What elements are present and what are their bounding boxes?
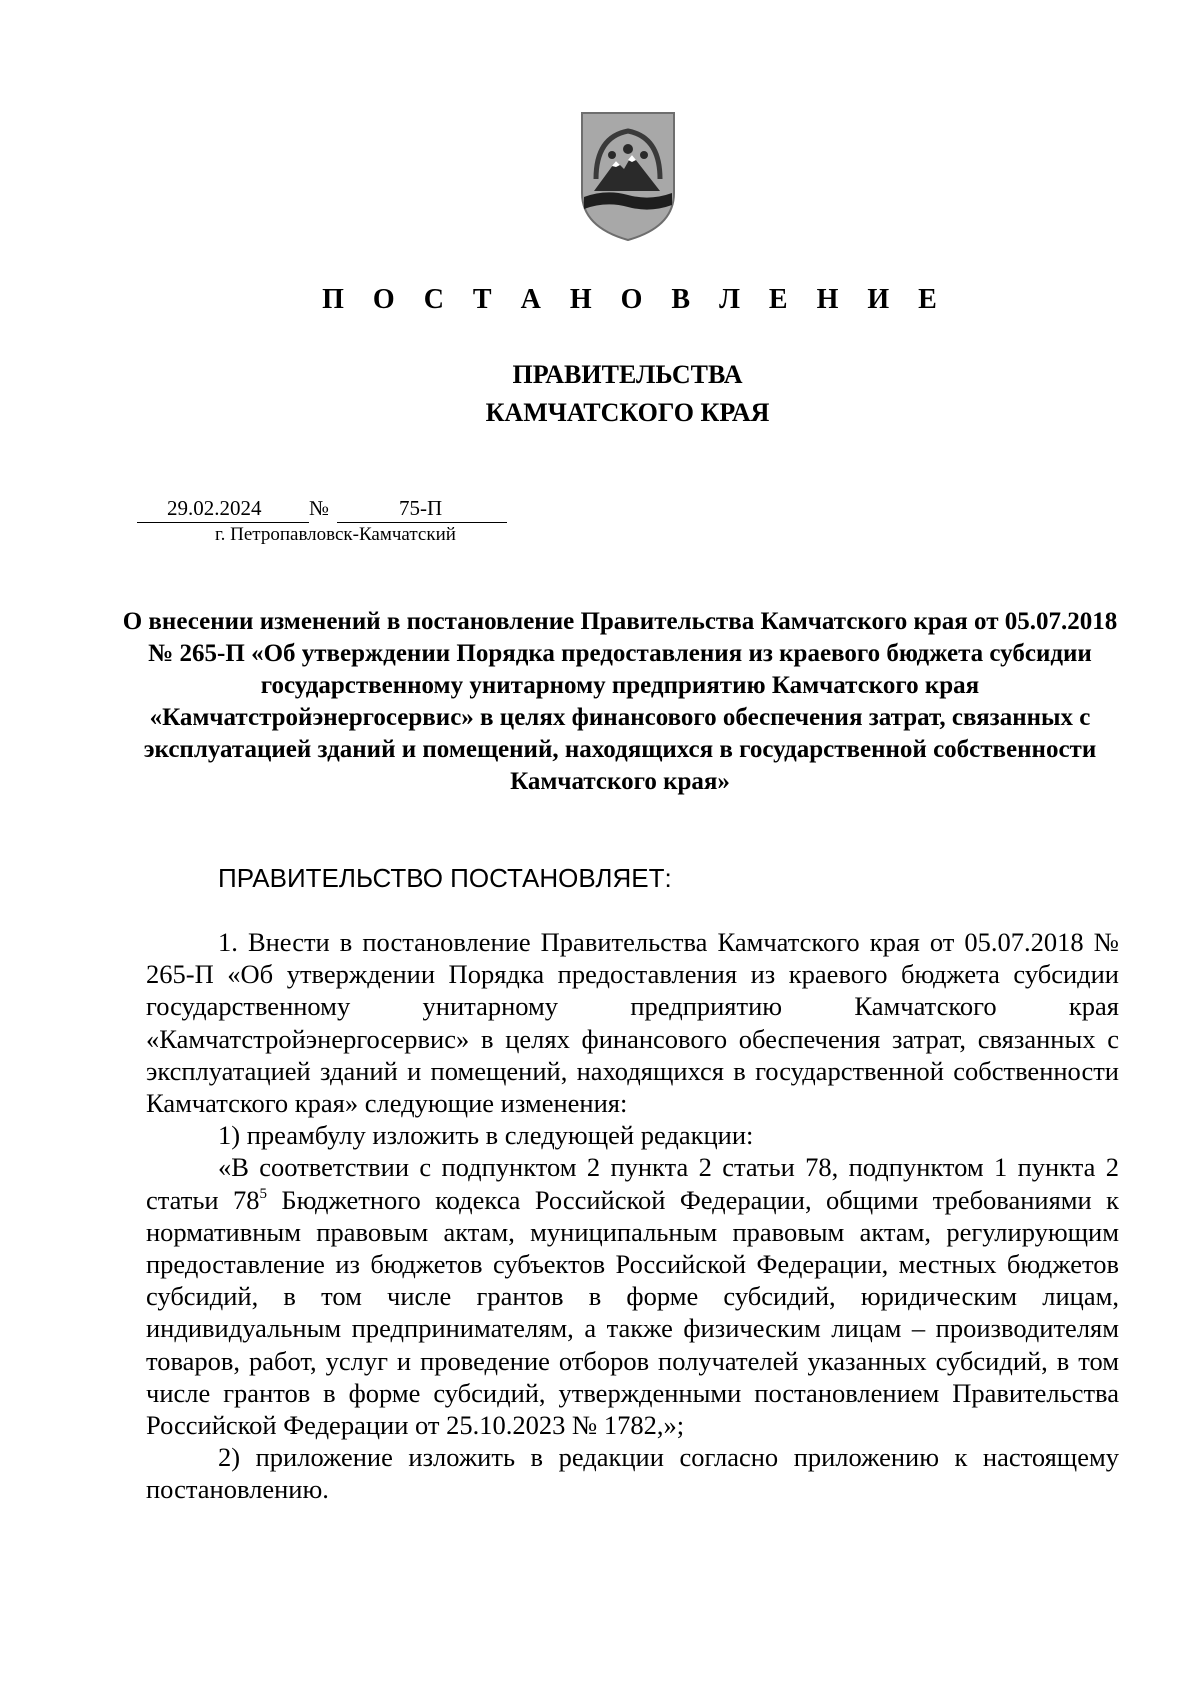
number-underline (337, 494, 507, 523)
city-line: г. Петропавловск-Камчатский (215, 524, 456, 545)
date-underline (137, 494, 309, 523)
document-title: О внесении изменений в постановление Правительства Камчатского края от 05.07.2018 № 265-П «Об утверждении Порядка предоставления из краевого бюджета субсидии государственному унитарному предприятию Камчатского края «Камчатстройэнергосервис» в целях финансового обеспечения затрат, связанных с эксплуатацией зданий и помещений, находящихся в государственной собственности Камчатского края» (122, 608, 1118, 795)
sub-item-2: 2) приложение изложить в редакции согласно приложению к настоящему постановлению. (146, 1442, 1119, 1505)
sub-item-1: 1) преамбулу изложить в следующей редакции: (218, 1120, 754, 1151)
number-sign-block (309, 494, 337, 522)
preamble-quote (146, 1151, 1119, 1441)
document-type-heading: П О С Т А Н О В Л Е Н И Е (322, 284, 948, 315)
coat-of-arms-icon (576, 109, 680, 242)
enacting-clause: ПРАВИТЕЛЬСТВО ПОСТАНОВЛЯЕТ: (218, 863, 672, 893)
issuer-line-2: КАМЧАТСКОГО КРАЯ (485, 398, 770, 427)
quote-part-2: Бюджетного кодекса Российской Федерации, общими требованиями к нормативным правовым актам, муниципальным правовым актам, регулирующим предоставление из бюджетов субъектов Российской Федерации, местных бюджетов субсидий, в том числе грантов в форме субсидий, юридическим лицам, индивидуальным предпринимателям, а также физическим лицам – производителям товаров, работ, услуг и проведение отборов получателей указанных субсидий, в том числе грантов в форме субсидий, утвержденными постановлением Правительства Российской Федерации от 25.10.2023 № 1782,»; (146, 1184, 1119, 1441)
quote-superscript: 5 (259, 1185, 267, 1202)
quote-part-1: «В соответствии с подпунктом 2 пункта 2 статьи 78, подпунктом 1 пункта 2 статьи 78 (146, 1152, 1119, 1215)
issuer-heading (0, 356, 1200, 432)
number-sign: № (309, 496, 330, 520)
item-1: 1. Внести в постановление Правительства Камчатского края от 05.07.2018 № 265-П «Об утверждении Порядка предоставления из краевого бюджета субсидии государственному унитарному предприятию Камчатского края «Камчатстройэнергосервис» в целях финансового обеспечения затрат, связанных с эксплуатацией зданий и помещений, находящихся в государственной собственности Камчатского края» следующие изменения: (146, 927, 1119, 1119)
document-number: 75-П (399, 496, 443, 520)
document-body (146, 926, 1119, 1506)
issuer-line-1: ПРАВИТЕЛЬСТВА (512, 360, 743, 389)
document-date: 29.02.2024 (167, 496, 262, 520)
